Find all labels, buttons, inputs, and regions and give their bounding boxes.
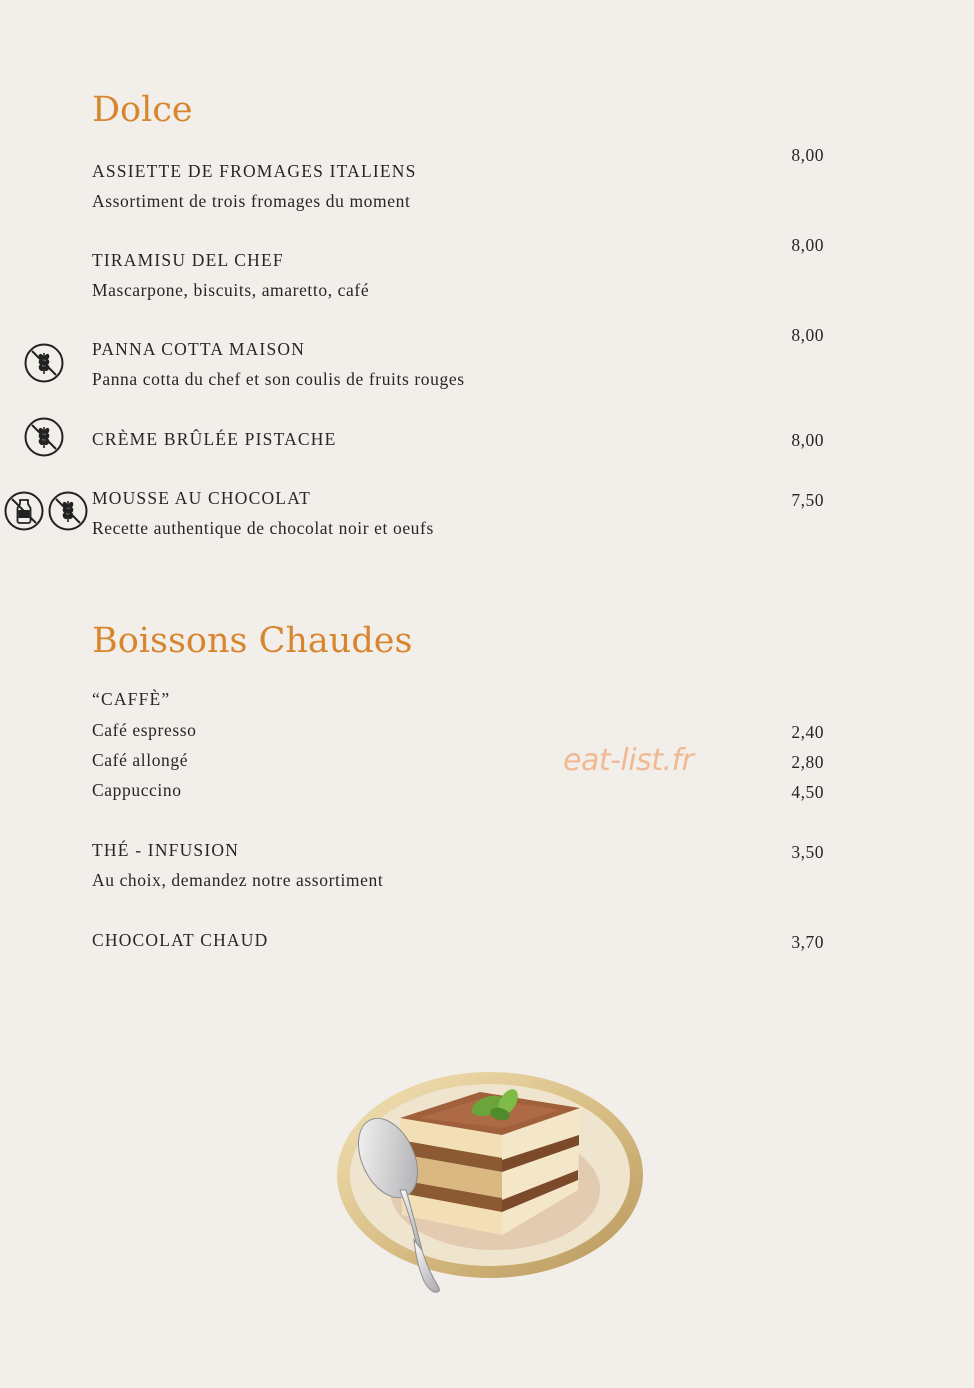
item-price: 2,40	[791, 722, 824, 742]
item-name: CHOCOLAT CHAUD	[92, 930, 269, 950]
item-price: 7,50	[791, 490, 824, 510]
section-title-boissons: Boissons Chaudes	[92, 621, 413, 661]
item-name: PANNA COTTA MAISON	[92, 339, 306, 359]
item-description: Recette authentique de chocolat noir et oeufs	[92, 518, 434, 538]
item-price: 3,50	[791, 842, 824, 862]
item-name: CRÈME BRÛLÉE PISTACHE	[92, 429, 337, 449]
gluten-free-icon	[24, 417, 64, 457]
item-name: ASSIETTE DE FROMAGES ITALIENS	[92, 161, 417, 181]
item-price: 8,00	[791, 430, 824, 450]
section-title-dolce: Dolce	[92, 90, 193, 130]
item-description: Mascarpone, biscuits, amaretto, café	[92, 280, 370, 300]
item-price: 8,00	[791, 325, 824, 345]
item-name: Café espresso	[92, 720, 197, 740]
item-price: 2,80	[791, 752, 824, 772]
watermark-text: eat-list.fr	[563, 743, 694, 778]
lactose-free-icon	[4, 491, 44, 531]
gluten-free-icon	[24, 343, 64, 383]
item-price: 4,50	[791, 782, 824, 802]
item-description: Assortiment de trois fromages du moment	[92, 191, 411, 211]
item-description: Au choix, demandez notre assortiment	[92, 870, 384, 890]
item-price: 8,00	[791, 145, 824, 165]
item-price: 8,00	[791, 235, 824, 255]
item-description: Panna cotta du chef et son coulis de fruits rouges	[92, 369, 465, 389]
item-name: MOUSSE AU CHOCOLAT	[92, 488, 311, 508]
caffe-heading: “CAFFÈ”	[92, 689, 171, 709]
item-name: THÉ - INFUSION	[92, 840, 240, 860]
tiramisu-illustration	[330, 1040, 650, 1305]
item-name: Cappuccino	[92, 780, 182, 800]
item-name: TIRAMISU DEL CHEF	[92, 250, 284, 270]
item-price: 3,70	[791, 932, 824, 952]
item-name: Café allongé	[92, 750, 189, 770]
gluten-free-icon	[48, 491, 88, 531]
